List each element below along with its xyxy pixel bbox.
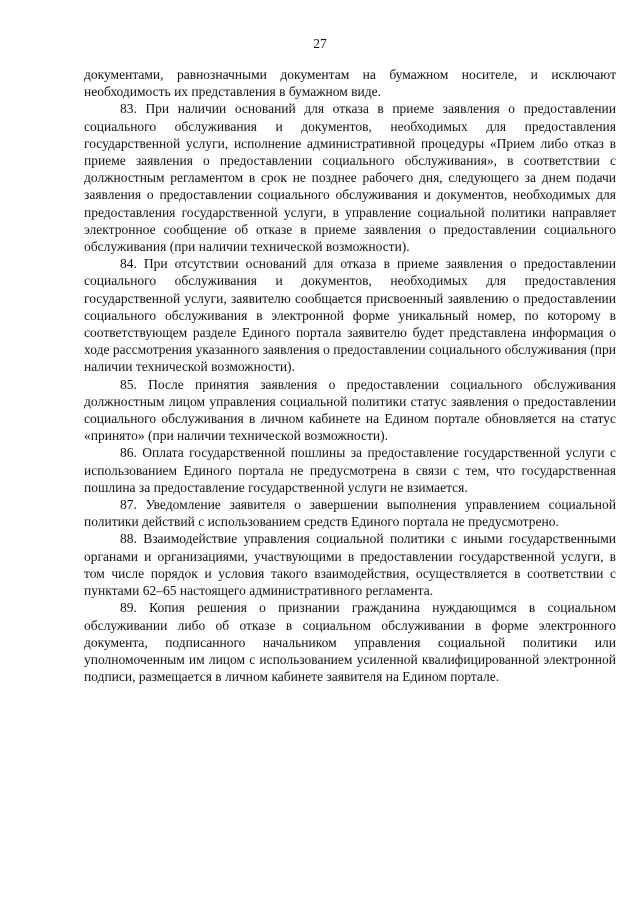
paragraph-86: 86. Оплата государственной пошлины за предоставление государственной услуги с использованием Единого портала не предусмотрена в связи с тем, что государственная пошлина за предоставление государственной услуги не взимается.	[84, 445, 616, 495]
paragraph-83: 83. При наличии оснований для отказа в приеме заявления о предоставлении социального обслуживания и документов, необходимых для предоставления государственной услуги, исполнение административной процедуры «Прием либо отказ в приеме заявления о предоставлении социального обслуживания», в соответствии с должностным регламентом в срок не позднее рабочего дня, следующего за днем подачи заявления о предоставлении социального обслуживания и документов, необходимых для предоставления государственной услуги, в управление социальной политики направляет электронное сообщение об отказе в приеме заявления о предоставлении социального обслуживания (при наличии технической возможности).	[84, 101, 616, 255]
document-body	[84, 66, 616, 685]
paragraph-continuation: документами, равнозначными документам на бумажном носителе, и исключают необходимость их представления в бумажном виде.	[84, 67, 616, 100]
paragraph-89: 89. Копия решения о признании гражданина нуждающимся в социальном обслуживании либо об отказе в социальном обслуживании в форме электронного документа, подписанного начальником управления социальной политики или уполномоченным им лицом с использованием усиленной квалифицированной электронной подписи, размещается в личном кабинете заявителя на Едином портале.	[84, 600, 616, 685]
paragraph-88: 88. Взаимодействие управления социальной политики с иными государственными органами и организациями, участвующими в предоставлении государственной услуги, в том числе порядок и условия такого взаимодействия, осуществляется в соответствии с пунктами 62–65 настоящего административного регламента.	[84, 531, 616, 599]
paragraph-87: 87. Уведомление заявителя о завершении выполнения управлением социальной политики действий с использованием средств Единого портала не предусмотрено.	[84, 497, 616, 530]
paragraph-84: 84. При отсутствии оснований для отказа в приеме заявления о предоставлении социального обслуживания и документов, необходимых для предоставления государственной услуги, заявителю сообщается присвоенный заявлению о предоставлении социального обслуживания в электронной форме уникальный номер, по которому в соответствующем разделе Единого портала заявителю будет представлена информация о ходе рассмотрения указанного заявления о предоставлении социального обслуживания (при наличии технической возможности).	[84, 256, 616, 375]
paragraph-85: 85. После принятия заявления о предоставлении социального обслуживания должностным лицом управления социальной политики статус заявления о предоставлении социального обслуживания в личном кабинете на Едином портале обновляется на статус «принято» (при наличии технической возможности).	[84, 376, 616, 444]
page-number: 27	[313, 36, 327, 51]
